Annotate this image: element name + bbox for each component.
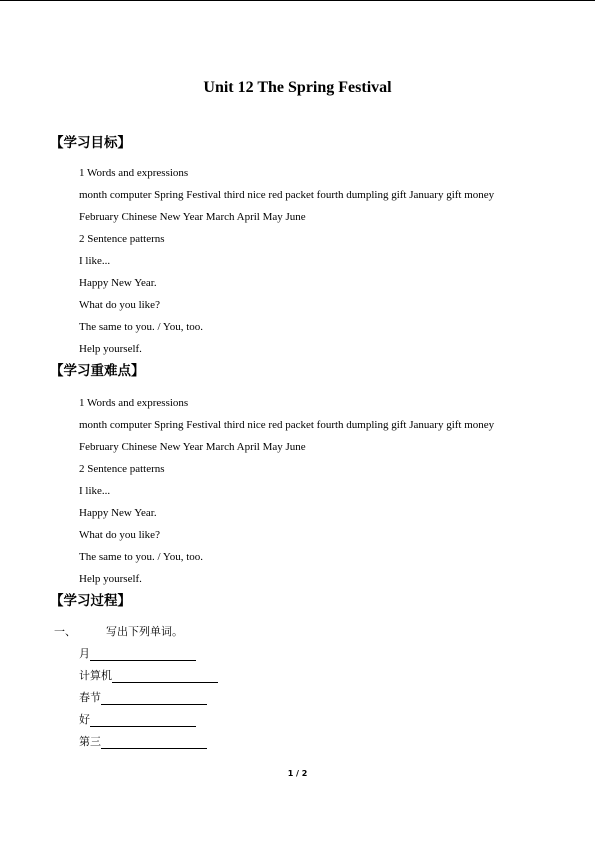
fill-in-item bbox=[79, 709, 218, 731]
fill-in-item bbox=[79, 687, 218, 709]
top-rule bbox=[0, 0, 595, 1]
fill-in-prompt: 第三 bbox=[79, 735, 101, 748]
key-points-line: Help yourself. bbox=[79, 573, 142, 585]
fill-in-prompt: 月 bbox=[79, 647, 90, 660]
key-points-line: February Chinese New Year March April May June bbox=[79, 441, 306, 453]
fill-in-item bbox=[79, 731, 218, 753]
key-points-line: The same to you. / You, too. bbox=[79, 551, 204, 563]
goals-line: I like... bbox=[79, 255, 111, 267]
goals-line: February Chinese New Year March April May June bbox=[79, 211, 306, 223]
fill-in-prompt: 好 bbox=[79, 713, 90, 726]
page-title: Unit 12 The Spring Festival bbox=[203, 79, 392, 96]
goals-line: 2 Sentence patterns bbox=[79, 233, 165, 245]
section-heading-goals: 【学习目标】 bbox=[50, 135, 131, 151]
answer-blank[interactable] bbox=[90, 710, 196, 727]
section-heading-process: 【学习过程】 bbox=[50, 593, 131, 609]
goals-line: month computer Spring Festival third nice red packet fourth dumpling gift January gift money bbox=[79, 189, 495, 201]
exercise-title bbox=[54, 621, 183, 643]
goals-line: The same to you. / You, too. bbox=[79, 321, 204, 333]
goals-line: What do you like? bbox=[79, 299, 160, 311]
fill-in-prompt: 计算机 bbox=[79, 669, 112, 682]
answer-blank[interactable] bbox=[112, 666, 218, 683]
section-heading-key-points: 【学习重难点】 bbox=[50, 363, 145, 379]
fill-in-list bbox=[79, 643, 218, 753]
key-points-line: What do you like? bbox=[79, 529, 160, 541]
key-points-line: month computer Spring Festival third nice red packet fourth dumpling gift January gift money bbox=[79, 419, 495, 431]
key-points-line: 2 Sentence patterns bbox=[79, 463, 165, 475]
key-points-line: Happy New Year. bbox=[79, 507, 157, 519]
exercise-instruction: 写出下列单词。 bbox=[106, 625, 183, 638]
key-points-line: I like... bbox=[79, 485, 111, 497]
goals-line: Happy New Year. bbox=[79, 277, 157, 289]
page-number: 1 / 2 bbox=[287, 769, 308, 778]
answer-blank[interactable] bbox=[101, 688, 207, 705]
fill-in-item bbox=[79, 665, 218, 687]
answer-blank[interactable] bbox=[101, 732, 207, 749]
goals-content bbox=[79, 162, 579, 360]
fill-in-prompt: 春节 bbox=[79, 691, 101, 704]
goals-line: Help yourself. bbox=[79, 343, 142, 355]
goals-line: 1 Words and expressions bbox=[79, 167, 189, 179]
fill-in-item bbox=[79, 643, 218, 665]
exercise-number: 一、 bbox=[54, 625, 76, 638]
key-points-line: 1 Words and expressions bbox=[79, 397, 189, 409]
answer-blank[interactable] bbox=[90, 644, 196, 661]
key-points-content bbox=[79, 392, 579, 590]
